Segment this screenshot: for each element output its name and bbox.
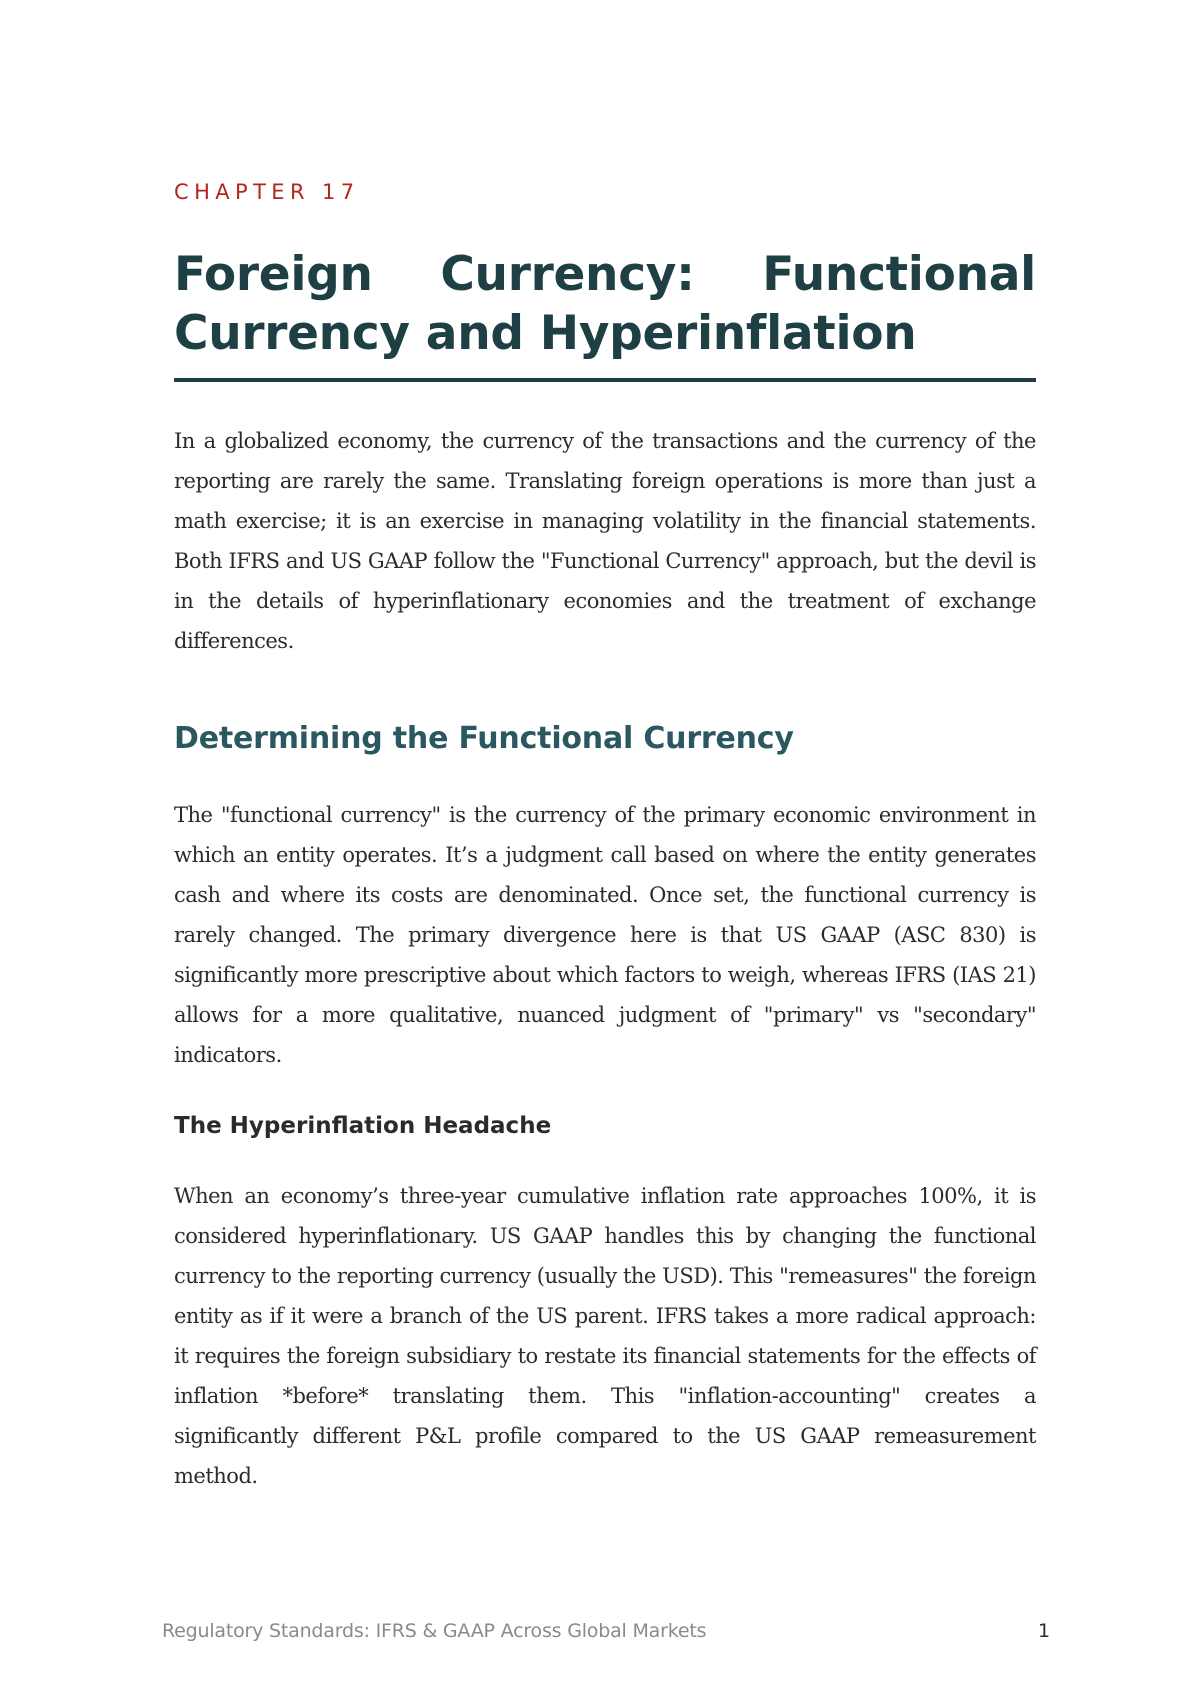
subsection-heading: The Hyperinflation Headache [174,1113,552,1139]
section-paragraph: The "functional currency" is the currency of the primary economic environment in which an entity operates. It’s a judgment call based on where the entity generates cash and where its costs are denominated. Once set, the functional currency is rarely changed. The primary divergence here is that US GAAP (ASC 830) is significantly more prescriptive about which factors to weigh, whereas IFRS (IAS 21) allows for a more qualitative, nuanced judgment of "primary" vs "secondary" indicators. [174,803,1036,1067]
section-heading: Determining the Functional Currency [174,721,794,756]
subsection-paragraph: When an economy’s three-year cumulative inflation rate approaches 100%, it is considered hyperinflationary. US GAAP handles this by changing the functional currency to the reporting currency (usually the USD). This "remeasures" the foreign entity as if it were a branch of the US parent. IFRS takes a more radical approach: it requires the foreign subsidiary to restate its financial statements for the effects of inflation *before* translating them. This "inflation-accounting" creates a significantly different P&L profile compared to the US GAAP remeasurement method. [174,1184,1036,1488]
footer-book-title: Regulatory Standards: IFRS & GAAP Across Global Markets [162,1620,707,1642]
chapter-title: Foreign Currency: Functional Currency and Hyperinflation [174,247,1036,361]
title-divider [174,378,1036,382]
page-number: 1 [1038,1620,1051,1642]
chapter-label: CHAPTER 17 [174,180,360,204]
intro-paragraph: In a globalized economy, the currency of the transactions and the currency of the reporting are rarely the same. Translating foreign operations is more than just a math exercise; it is an exercise in managing volatility in the financial statements. Both IFRS and US GAAP follow the "Functional Currency" approach, but the devil is in the details of hyperinflationary economies and the treatment of exchange differences. [174,429,1036,653]
